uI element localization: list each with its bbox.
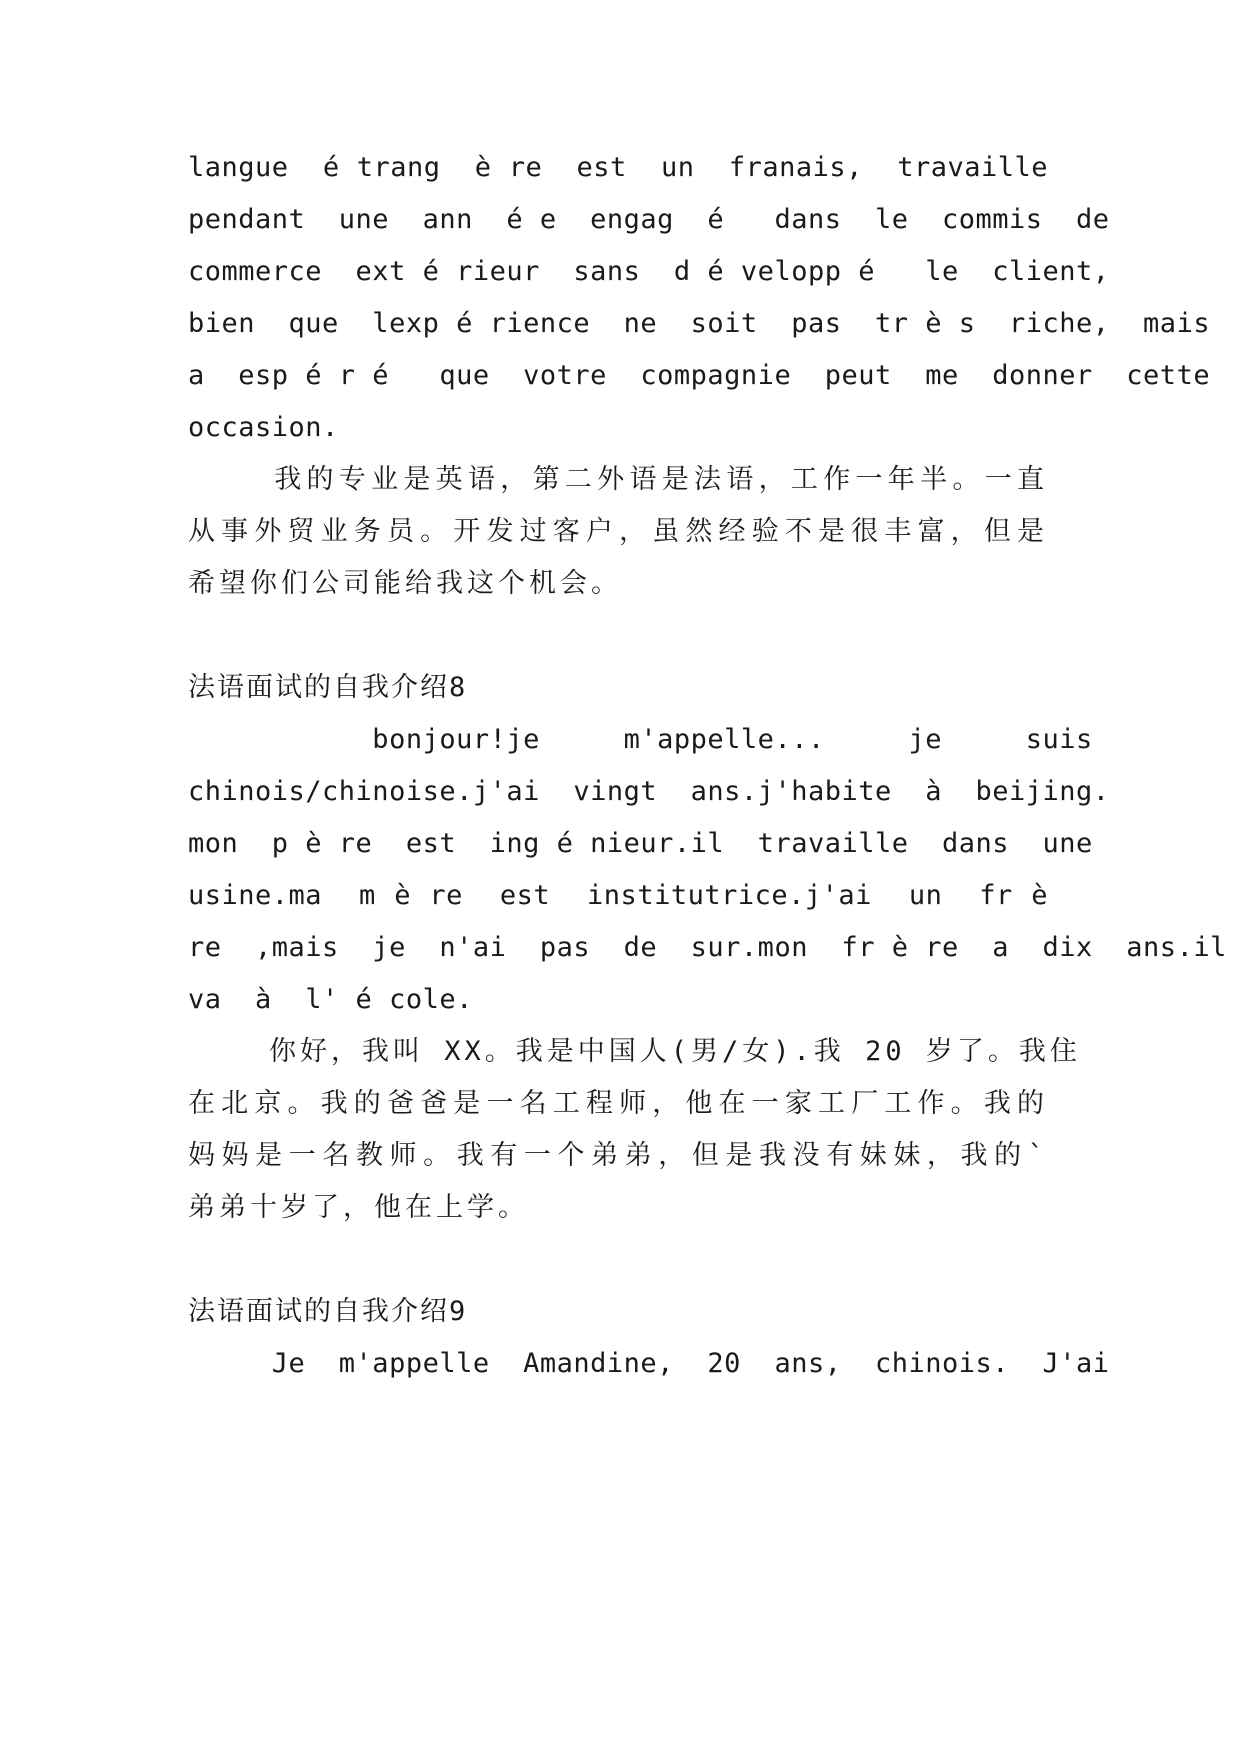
paragraph-line: langue é trang è re est un franais, travaille (188, 152, 1048, 183)
paragraph-line: bonjour!je m'appelle... je suis (188, 724, 1093, 755)
paragraph-line: 在北京。我的爸爸是一名工程师，他在一家工厂工作。我的 (188, 1088, 1048, 1119)
section-heading: 法语面试的自我介绍9 (188, 1296, 468, 1327)
paragraph-line: 妈妈是一名教师。我有一个弟弟，但是我没有妹妹，我的` (188, 1140, 1048, 1171)
paragraph-line: re ,mais je n'ai pas de sur.mon fr è re a dix ans.il (188, 932, 1227, 963)
paragraph-line: occasion. (188, 412, 339, 443)
paragraph-line: bien que lexp é rience ne soit pas tr è s riche, mais (188, 308, 1211, 339)
section-heading: 法语面试的自我介绍8 (188, 672, 468, 703)
paragraph-line: a esp é r é que votre compagnie peut me donner cette (188, 360, 1211, 391)
paragraph-line: 从事外贸业务员。开发过客户，虽然经验不是很丰富，但是 (188, 516, 1048, 547)
paragraph-line: 你好，我叫 XX。我是中国人(男/女).我 20 岁了。我住 (188, 1036, 1081, 1067)
paragraph-line: 希望你们公司能给我这个机会。 (188, 568, 622, 599)
paragraph-line: pendant une ann é e engag é dans le commis de (188, 204, 1110, 235)
paragraph-line: 弟弟十岁了，他在上学。 (188, 1192, 529, 1223)
paragraph-line: chinois/chinoise.j'ai vingt ans.j'habite à beijing. (188, 776, 1110, 807)
paragraph-line: 我的专业是英语，第二外语是法语，工作一年半。一直 (188, 464, 1048, 495)
paragraph-line: commerce ext é rieur sans d é velopp é le client, (188, 256, 1110, 287)
paragraph-line: va à l' é cole. (188, 984, 473, 1015)
paragraph-line: mon p è re est ing é nieur.il travaille dans une (188, 828, 1093, 859)
paragraph-line: usine.ma m è re est institutrice.j'ai un fr è (188, 880, 1048, 911)
paragraph-line: Je m'appelle Amandine, 20 ans, chinois. J'ai (188, 1348, 1110, 1379)
